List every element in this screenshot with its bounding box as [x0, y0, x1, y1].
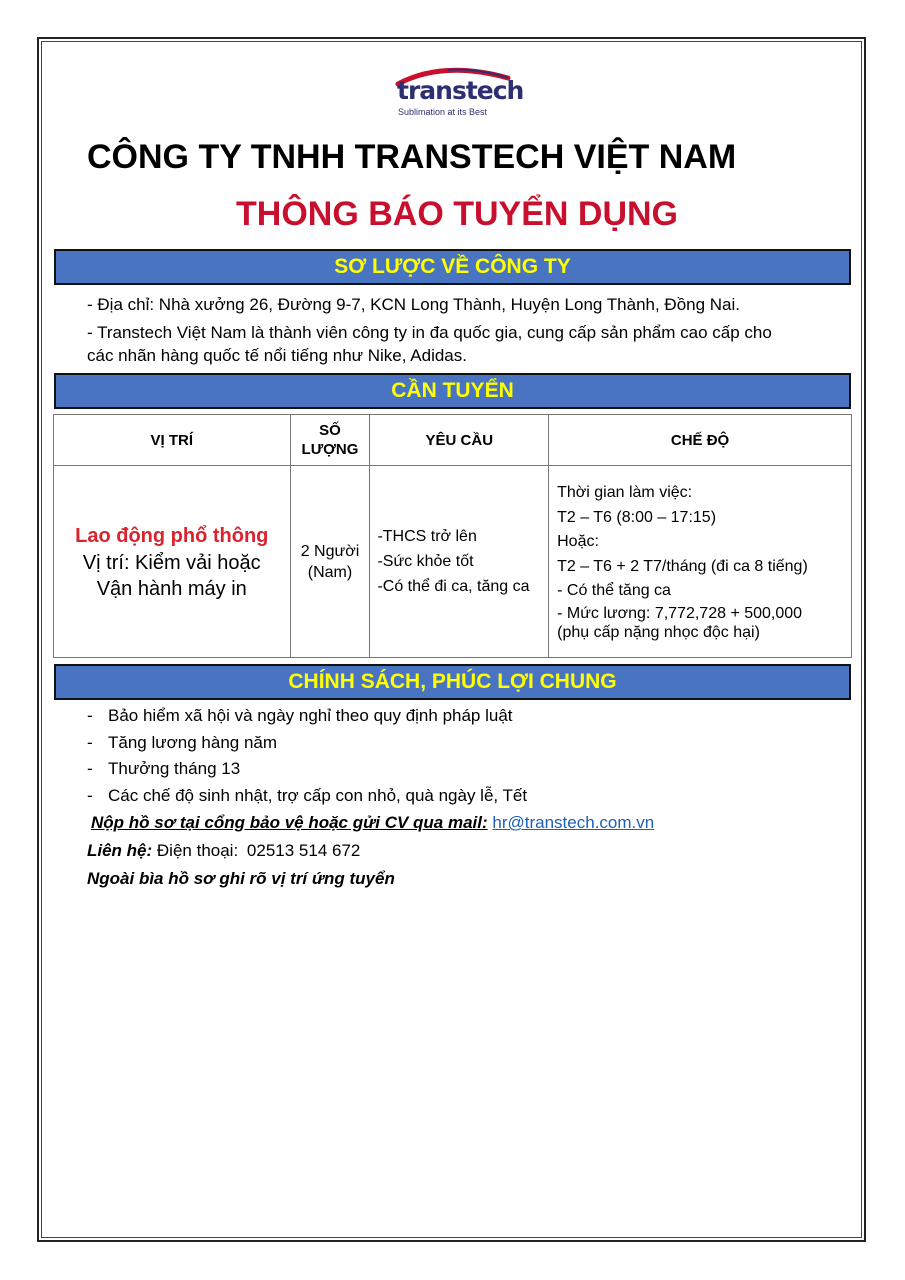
notice-title: THÔNG BÁO TUYỂN DỤNG: [236, 195, 678, 233]
section-about-header: SƠ LƯỢC VỀ CÔNG TY: [54, 249, 851, 285]
logo-wordmark: transtech: [397, 76, 524, 105]
phone-number: 02513 514 672: [246, 841, 361, 860]
company-intro-line1: - Transtech Việt Nam là thành viên công ty in đa quốc gia, cung cấp sản phẩm cao cấp cho: [87, 323, 772, 342]
email-link[interactable]: hr@transtech.com.vn: [492, 813, 655, 832]
company-intro-line2: các nhãn hàng quốc tế nổi tiếng như Nike, Adidas.: [87, 346, 467, 365]
header-position: VỊ TRÍ: [54, 415, 291, 466]
list-item: - Các chế độ sinh nhật, trợ cấp con nhỏ, quà ngày lễ, Tết: [87, 785, 528, 805]
header-benefits: CHẾ ĐỘ: [549, 415, 852, 466]
requirement-item: -Sức khỏe tốt: [377, 553, 474, 570]
list-item: - Tăng lương hàng năm: [87, 732, 278, 752]
company-name: CÔNG TY TNHH TRANSTECH VIỆT NAM: [87, 138, 737, 176]
header-quantity-line2: LƯỢNG: [301, 441, 359, 458]
section-hiring-header: CẦN TUYỂN: [54, 373, 851, 409]
table-row: [54, 466, 852, 658]
position-detail-line1: Vị trí: Kiểm vải hoặc: [82, 551, 261, 574]
cell-benefits: [549, 466, 852, 658]
header-requirements: YÊU CẦU: [370, 415, 549, 466]
application-note: Ngoài bìa hồ sơ ghi rõ vị trí ứng tuyển: [87, 869, 395, 888]
policy-text: Các chế độ sinh nhật, trợ cấp con nhỏ, quà ngày lễ, Tết: [108, 785, 528, 805]
company-address: - Địa chỉ: Nhà xưởng 26, Đường 9-7, KCN Long Thành, Huyện Long Thành, Đồng Nai.: [87, 295, 741, 314]
requirement-item: -Có thể đi ca, tăng ca: [377, 578, 530, 595]
policy-text: Thưởng tháng 13: [108, 759, 241, 778]
position-detail-line2: Vận hành máy in: [96, 577, 247, 600]
jobs-table: [53, 414, 852, 658]
requirement-item: -THCS trở lên: [377, 528, 477, 545]
policy-text: Tăng lương hàng năm: [108, 732, 278, 752]
policy-list: [87, 703, 527, 809]
table-header-row: [54, 415, 852, 466]
quantity-line2: (Nam): [307, 563, 353, 581]
transtech-logo: [388, 62, 524, 122]
logo-tagline: Sublimation at its Best: [398, 107, 488, 117]
benefit-line: - Có thể tăng ca: [557, 582, 671, 600]
header-quantity: [290, 415, 370, 466]
list-item: - Bảo hiểm xã hội và ngày nghỉ theo quy định pháp luật: [87, 706, 513, 725]
cell-position: [54, 466, 291, 658]
cell-requirements: [370, 466, 549, 658]
benefit-line: - Mức lương: 7,772,728 + 500,000: [557, 604, 803, 622]
phone-label: Liên hệ:: [87, 841, 153, 860]
section-policy-header: CHÍNH SÁCH, PHÚC LỢI CHUNG: [54, 664, 851, 700]
benefit-line: (phụ cấp nặng nhọc độc hại): [557, 623, 760, 641]
benefit-line: T2 – T6 + 2 T7/tháng (đi ca 8 tiếng): [557, 557, 808, 575]
submit-label: Nộp hồ sơ tại cổng bảo vệ hoặc gửi CV qua mail:: [91, 813, 488, 832]
cell-quantity: [290, 466, 370, 658]
position-title: Lao động phổ thông: [75, 524, 269, 547]
phone-prefix: Điện thoại:: [156, 841, 239, 860]
benefit-line: T2 – T6 (8:00 – 17:15): [557, 508, 717, 526]
benefit-line: Thời gian làm việc:: [557, 484, 693, 502]
submit-line: [91, 813, 654, 833]
phone-line: [87, 841, 360, 861]
header-quantity-line1: SỐ: [319, 422, 341, 439]
policy-text: Bảo hiểm xã hội và ngày nghỉ theo quy định pháp luật: [108, 706, 513, 725]
quantity-line1: 2 Người: [300, 542, 360, 560]
list-item: - Thưởng tháng 13: [87, 759, 241, 778]
benefit-line: Hoặc:: [557, 533, 599, 551]
